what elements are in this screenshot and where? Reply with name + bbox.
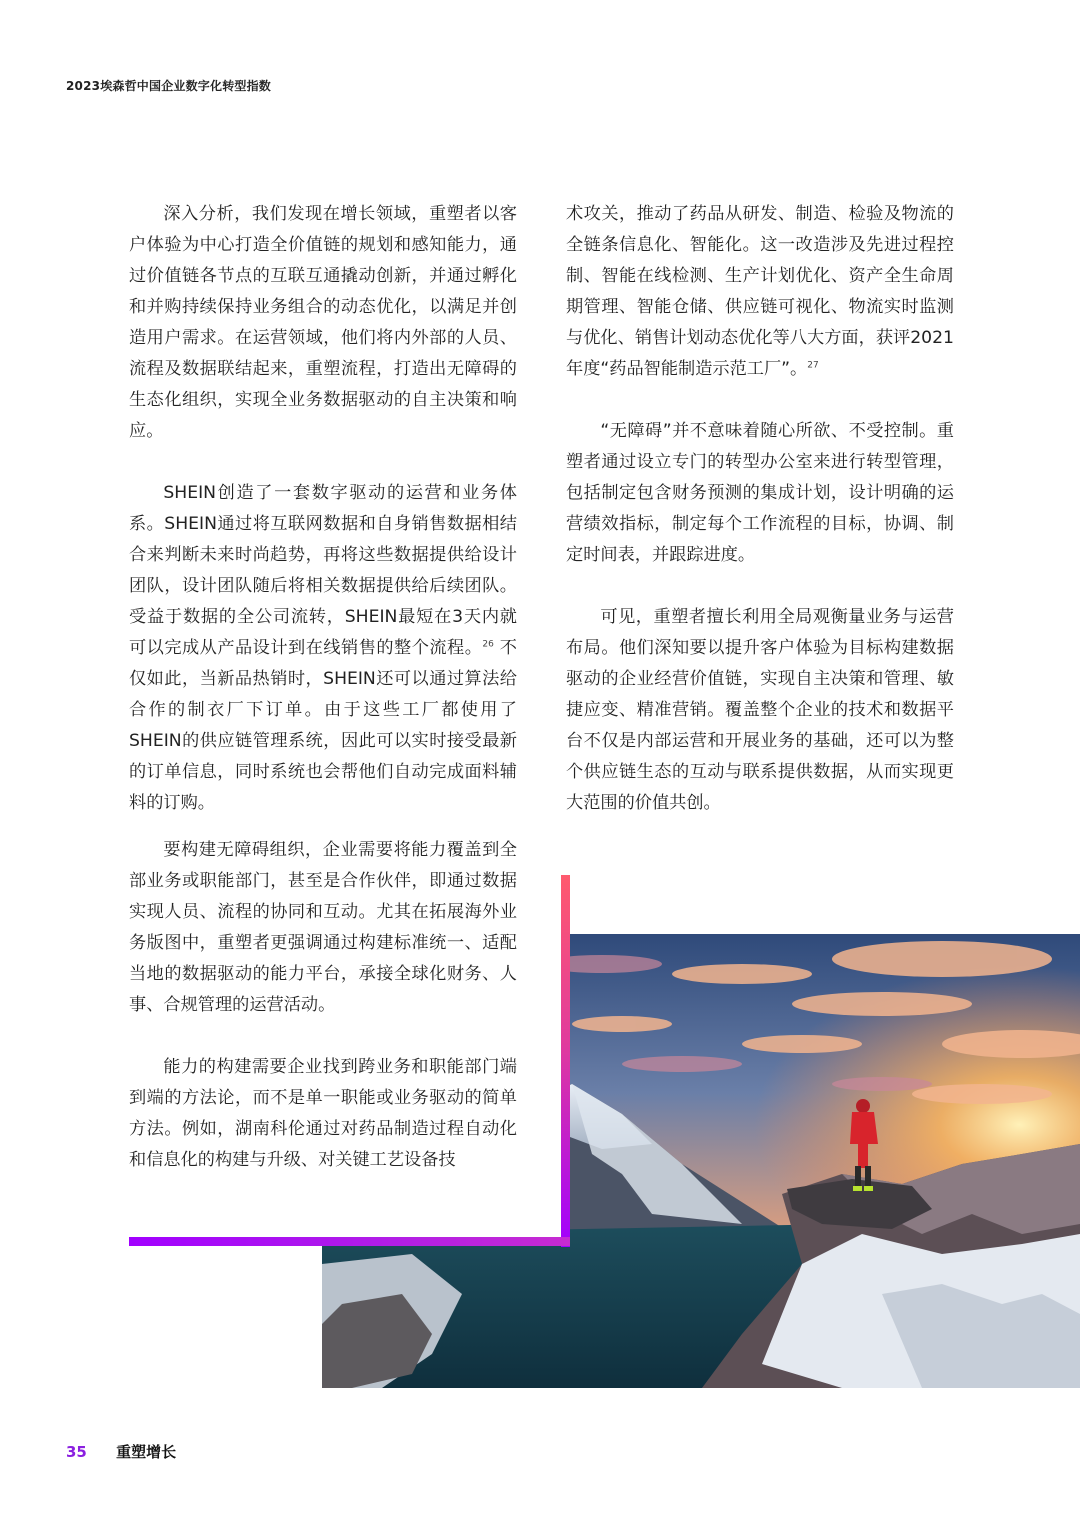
left-text-column <box>129 199 517 850</box>
footnote-ref-26[interactable]: 26 <box>482 639 494 650</box>
shein-text-part2: 不仅如此，当新品热销时，SHEIN还可以通过算法给合作的制衣厂下订单。由于这些工厂都使用了SHEIN的供应链管理系统，因此可以实时接受最新的订单信息，同时系统也会帮他们自动完成面料辅料的订购。 <box>129 638 517 813</box>
accent-bar-horizontal <box>129 1237 570 1246</box>
paragraph-kelun-continued <box>566 199 954 385</box>
page-number: 35 <box>66 1443 87 1461</box>
report-title: 2023埃森哲中国企业数字化转型指数 <box>66 79 271 93</box>
section-title: 重塑增长 <box>116 1443 177 1461</box>
footnote-ref-27[interactable]: 27 <box>807 360 819 371</box>
right-text-column <box>566 199 954 850</box>
paragraph-deep-analysis: 深入分析，我们发现在增长领域，重塑者以客户体验为中心打造全价值链的规划和感知能力，通过价值链各节点的互联互通撬动创新，并通过孵化和并购持续保持业务组合的动态优化，以满足并创造用户需求。在运营领域，他们将内外部的人员、流程及数据联结起来，重塑流程，打造出无障碍的生态化组织，实现全业务数据驱动的自主决策和响应。 <box>129 204 517 441</box>
paragraph-barrier-free: 要构建无障碍组织，企业需要将能力覆盖到全部业务或职能部门，甚至是合作伙伴，即通过数据实现人员、流程的协同和互动。尤其在拓展海外业务版图中，重塑者更强调通过构建标准统一、适配当地的数据驱动的能力平台，承接全球化财务、人事、合规管理的运营活动。 <box>129 840 517 1015</box>
accent-bar-vertical <box>561 875 570 1247</box>
paragraph-no-barrier: “无障碍”并不意味着随心所欲、不受控制。重塑者通过设立专门的转型办公室来进行转型管理，包括制定包含财务预测的集成计划，设计明确的运营绩效指标，制定每个工作流程的目标，协调、制定时间表，并跟踪进度。 <box>566 421 954 565</box>
shein-text-part1: SHEIN创造了一套数字驱动的运营和业务体系。SHEIN通过将互联网数据和自身销售数据相结合来判断未来时尚趋势，再将这些数据提供给设计团队，设计团队随后将相关数据提供给后续团队。受益于数据的全公司流转，SHEIN最短在3天内就可以完成从产品设计到在线销售的整个流程。 <box>129 483 517 658</box>
left-text-column-lower <box>129 835 517 1207</box>
page-footer <box>66 1441 176 1462</box>
paragraph-shein <box>129 478 517 819</box>
paragraph-conclusion: 可见，重塑者擅长利用全局观衡量业务与运营布局。他们深知要以提升客户体验为目标构建数据驱动的企业经营价值链，实现自主决策和管理、敏捷应变、精准营销。覆盖整个企业的技术和数据平台不仅是内部运营和开展业务的基础，还可以为整个供应链生态的互动与联系提供数据，从而实现更大范围的价值共创。 <box>566 607 954 813</box>
kelun-text: 术攻关，推动了药品从研发、制造、检验及物流的全链条信息化、智能化。这一改造涉及先进过程控制、智能在线检测、生产计划优化、资产全生命周期管理、智能仓储、供应链可视化、物流实时监测与优化、销售计划动态优化等八大方面，获评2021年度“药品智能制造示范工厂”。 <box>566 204 954 379</box>
paragraph-capability: 能力的构建需要企业找到跨业务和职能部门端到端的方法论，而不是单一职能或业务驱动的简单方法。例如，湖南科伦通过对药品制造过程自动化和信息化的构建与升级、对关键工艺设备技 <box>129 1057 517 1170</box>
